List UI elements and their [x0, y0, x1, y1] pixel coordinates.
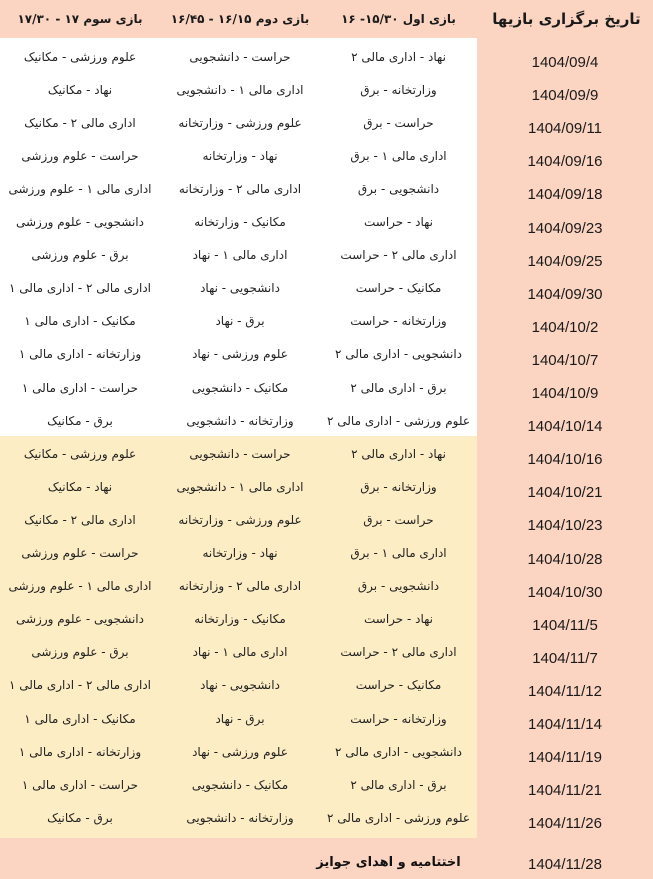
game3-cell: نهاد - مکانیک — [47, 479, 113, 494]
game1-cell: اداری مالی ۲ - حراست — [340, 248, 457, 263]
game3-cell: اداری مالی ۲ - مکانیک — [24, 512, 136, 527]
game1-cell: دانشجویی - اداری مالی ۲ — [335, 744, 462, 759]
table-row — [0, 404, 653, 437]
game1-cell: دانشجویی - برق — [357, 579, 440, 594]
game2-cell: حراست - دانشجویی — [189, 49, 291, 64]
table-row — [0, 801, 653, 834]
game3-cell: حراست - اداری مالی ۱ — [21, 380, 139, 395]
game3-cell: حراست - علوم ورزشی — [21, 148, 139, 163]
game2-cell: برق - نهاد — [215, 314, 265, 329]
game2-cell: دانشجویی - نهاد — [200, 281, 280, 296]
game2-cell: وزارتخانه - دانشجویی — [186, 810, 294, 825]
table-row — [0, 735, 653, 768]
table-row — [0, 636, 653, 669]
table-row — [0, 338, 653, 371]
game3-cell: نهاد - مکانیک — [47, 82, 113, 97]
table-row — [0, 702, 653, 735]
game1-cell: مکانیک - حراست — [355, 678, 442, 693]
table-row — [0, 669, 653, 702]
game2-cell: حراست - دانشجویی — [189, 446, 291, 461]
match-date: 1404/10/7 — [531, 351, 599, 369]
match-date: 1404/11/14 — [528, 716, 602, 734]
game1-cell: وزارتخانه - حراست — [350, 711, 447, 726]
game3-cell: اداری مالی ۲ - مکانیک — [24, 115, 136, 130]
closing-ceremony-date: 1404/11/28 — [528, 855, 602, 873]
game1-cell: مکانیک - حراست — [355, 281, 442, 296]
match-date: 1404/09/25 — [527, 252, 603, 270]
header-game3: بازی سوم ۱۷ - ۱۷/۳۰ — [17, 12, 143, 26]
match-date: 1404/10/16 — [527, 451, 603, 469]
game1-cell: اداری مالی ۲ - حراست — [340, 645, 457, 660]
match-date: 1404/10/14 — [527, 418, 603, 436]
game1-cell: حراست - برق — [363, 512, 434, 527]
game1-cell: علوم ورزشی - اداری مالی ۲ — [327, 413, 470, 428]
match-date: 1404/09/16 — [527, 153, 603, 171]
match-date: 1404/09/4 — [531, 54, 599, 72]
game2-cell: مکانیک - وزارتخانه — [194, 215, 286, 230]
game1-cell: اداری مالی ۱ - برق — [350, 148, 447, 163]
game3-cell: وزارتخانه - اداری مالی ۱ — [18, 347, 142, 362]
game2-cell: اداری مالی ۱ - دانشجویی — [176, 82, 304, 97]
match-date: 1404/10/2 — [531, 318, 599, 336]
table-row — [0, 106, 653, 139]
table-row — [0, 503, 653, 536]
header-date: تاریخ برگزاری بازیها — [492, 10, 641, 28]
game1-cell: دانشجویی - اداری مالی ۲ — [335, 347, 462, 362]
game2-cell: برق - نهاد — [215, 711, 265, 726]
match-date: 1404/09/30 — [527, 285, 603, 303]
table-row — [0, 603, 653, 636]
game1-cell: وزارتخانه - برق — [360, 479, 437, 494]
table-row — [0, 172, 653, 205]
closing-ceremony-title: اختتامیه و اهدای جوایز — [316, 854, 461, 870]
match-date: 1404/10/28 — [527, 550, 603, 568]
game1-cell: دانشجویی - برق — [357, 181, 440, 196]
game3-cell: دانشجویی - علوم ورزشی — [16, 612, 144, 627]
game2-cell: اداری مالی ۲ - وزارتخانه — [178, 181, 302, 196]
table-row — [0, 570, 653, 603]
match-date: 1404/10/9 — [531, 385, 599, 403]
game2-cell: اداری مالی ۱ - نهاد — [192, 645, 288, 660]
game3-cell: اداری مالی ۲ - اداری مالی ۱ — [9, 678, 152, 693]
game2-cell: مکانیک - دانشجویی — [191, 380, 289, 395]
match-date: 1404/10/23 — [527, 517, 603, 535]
game1-cell: اداری مالی ۱ - برق — [350, 546, 447, 561]
table-row — [0, 239, 653, 272]
game3-cell: وزارتخانه - اداری مالی ۱ — [18, 744, 142, 759]
game1-cell: برق - اداری مالی ۲ — [350, 380, 447, 395]
table-row — [0, 437, 653, 470]
header-game1: بازی اول ۱۵/۳۰- ۱۶ — [341, 12, 456, 26]
match-date: 1404/09/23 — [527, 219, 603, 237]
game2-cell: علوم ورزشی - وزارتخانه — [178, 115, 302, 130]
game1-cell: نهاد - اداری مالی ۲ — [351, 446, 446, 461]
game1-cell: علوم ورزشی - اداری مالی ۲ — [327, 810, 470, 825]
game2-cell: مکانیک - دانشجویی — [191, 777, 289, 792]
game2-cell: اداری مالی ۱ - نهاد — [192, 248, 288, 263]
game2-cell: دانشجویی - نهاد — [200, 678, 280, 693]
game3-cell: حراست - علوم ورزشی — [21, 546, 139, 561]
table-row — [0, 40, 653, 73]
game1-cell: نهاد - حراست — [363, 612, 434, 627]
game3-cell: علوم ورزشی - مکانیک — [23, 446, 137, 461]
game1-cell: نهاد - اداری مالی ۲ — [351, 49, 446, 64]
match-date: 1404/11/19 — [528, 749, 602, 767]
match-date: 1404/09/9 — [531, 87, 599, 105]
table-row — [0, 272, 653, 305]
header-game2: بازی دوم ۱۶/۱۵ - ۱۶/۴۵ — [170, 12, 310, 26]
game2-cell: نهاد - وزارتخانه — [202, 148, 278, 163]
table-row — [0, 470, 653, 503]
table-header — [0, 0, 653, 38]
game3-cell: حراست - اداری مالی ۱ — [21, 777, 139, 792]
game3-cell: برق - مکانیک — [47, 413, 113, 428]
game3-cell: اداری مالی ۲ - اداری مالی ۱ — [9, 281, 152, 296]
table-row — [0, 139, 653, 172]
game3-cell: برق - مکانیک — [47, 810, 113, 825]
table-row — [0, 305, 653, 338]
table-row — [0, 371, 653, 404]
game3-cell: علوم ورزشی - مکانیک — [23, 49, 137, 64]
game1-cell: نهاد - حراست — [363, 215, 434, 230]
game3-cell: مکانیک - اداری مالی ۱ — [24, 711, 136, 726]
table-row — [0, 206, 653, 239]
game2-cell: علوم ورزشی - نهاد — [192, 347, 288, 362]
game3-cell: مکانیک - اداری مالی ۱ — [24, 314, 136, 329]
table-row — [0, 73, 653, 106]
table-row — [0, 537, 653, 570]
game2-cell: مکانیک - وزارتخانه — [194, 612, 286, 627]
match-date: 1404/11/26 — [528, 815, 602, 833]
table-row — [0, 768, 653, 801]
game3-cell: برق - علوم ورزشی — [31, 645, 129, 660]
game1-cell: حراست - برق — [363, 115, 434, 130]
match-date: 1404/10/30 — [527, 583, 603, 601]
game1-cell: وزارتخانه - حراست — [350, 314, 447, 329]
game2-cell: وزارتخانه - دانشجویی — [186, 413, 294, 428]
game1-cell: برق - اداری مالی ۲ — [350, 777, 447, 792]
game3-cell: دانشجویی - علوم ورزشی — [16, 215, 144, 230]
game2-cell: اداری مالی ۱ - دانشجویی — [176, 479, 304, 494]
match-date: 1404/09/11 — [528, 120, 602, 138]
game2-cell: علوم ورزشی - نهاد — [192, 744, 288, 759]
game2-cell: نهاد - وزارتخانه — [202, 546, 278, 561]
match-date: 1404/11/5 — [532, 616, 598, 634]
match-date: 1404/11/21 — [528, 782, 602, 800]
game2-cell: اداری مالی ۲ - وزارتخانه — [178, 579, 302, 594]
game1-cell: وزارتخانه - برق — [360, 82, 437, 97]
match-date: 1404/11/12 — [528, 682, 602, 700]
game3-cell: برق - علوم ورزشی — [31, 248, 129, 263]
game3-cell: اداری مالی ۱ - علوم ورزشی — [8, 181, 152, 196]
game3-cell: اداری مالی ۱ - علوم ورزشی — [8, 579, 152, 594]
match-date: 1404/09/18 — [527, 186, 603, 204]
match-date: 1404/10/21 — [527, 484, 603, 502]
match-date: 1404/11/7 — [532, 649, 598, 667]
game2-cell: علوم ورزشی - وزارتخانه — [178, 512, 302, 527]
